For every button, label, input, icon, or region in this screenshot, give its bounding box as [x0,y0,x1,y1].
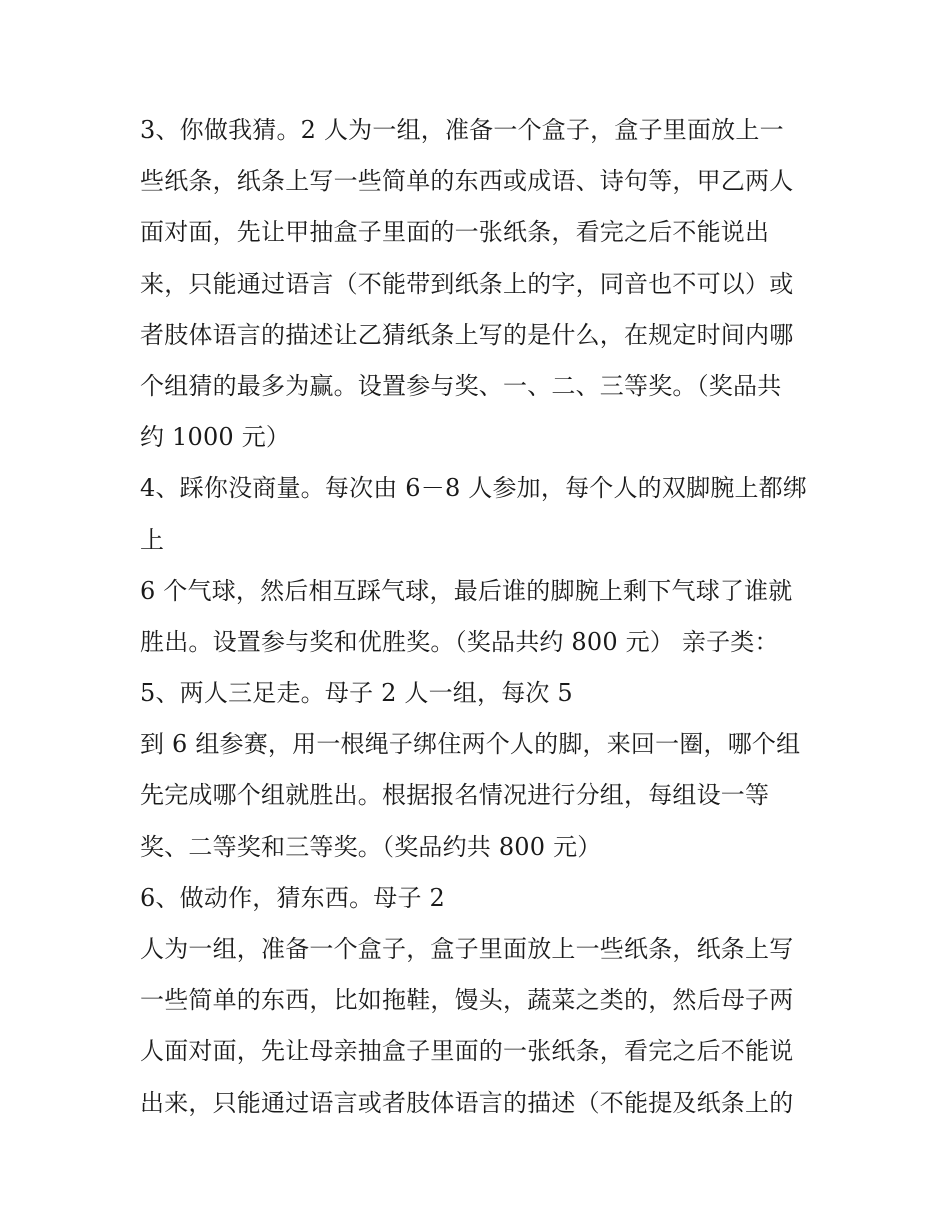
text-line: 3、你做我猜。2 人为一组，准备一个盒子，盒子里面放上一 [140,116,784,144]
document-body [140,110,815,1134]
text-line: 约 1000 元） [140,423,291,452]
text-line: 6 个气球，然后相互踩气球，最后谁的脚腕上剩下气球了谁就 [140,576,793,605]
text-line: 些纸条，纸条上写一些简单的东西或成语、诗句等，甲乙两人 [140,167,794,196]
text-line: 到 6 组参赛，用一根绳子绑住两个人的脚，来回一圈，哪个组 [140,730,801,759]
text-line: 一些简单的东西，比如拖鞋，馒头，蔬菜之类的，然后母子两 [140,986,794,1015]
text-line: 个组猜的最多为赢。设置参与奖、一、二、三等奖。（奖品共 [140,371,782,400]
text-line: 来，只能通过语言（不能带到纸条上的字，同音也不可以）或 [140,269,794,298]
text-line: 上 [140,525,165,554]
text-line: 5、两人三足走。母子 2 人一组，每次 5 [140,679,573,708]
text-line: 人为一组，准备一个盒子，盒子里面放上一些纸条，纸条上写 [140,935,794,963]
text-line: 先完成哪个组就胜出。根据报名情况进行分组，每组设一等 [140,781,770,810]
text-line: 者肢体语言的描述让乙猜纸条上写的是什么，在规定时间内哪 [140,320,794,349]
text-line: 6、做动作，猜东西。母子 2 [140,883,445,912]
text-line: 面对面，先让甲抽盒子里面的一张纸条，看完之后不能说出 [140,218,770,247]
text-line: 奖、二等奖和三等奖。（奖品约共 800 元） [140,832,602,861]
text-line: 4、踩你没商量。每次由 6－8 人参加，每个人的双脚腕上都绑 [140,474,808,503]
text-line: 人面对面，先让母亲抽盒子里面的一张纸条，看完之后不能说 [140,1037,794,1066]
text-line: 胜出。设置参与奖和优胜奖。（奖品共约 800 元） 亲子类： [140,627,779,656]
text-line: 出来，只能通过语言或者肢体语言的描述（不能提及纸条上的 [140,1088,794,1117]
